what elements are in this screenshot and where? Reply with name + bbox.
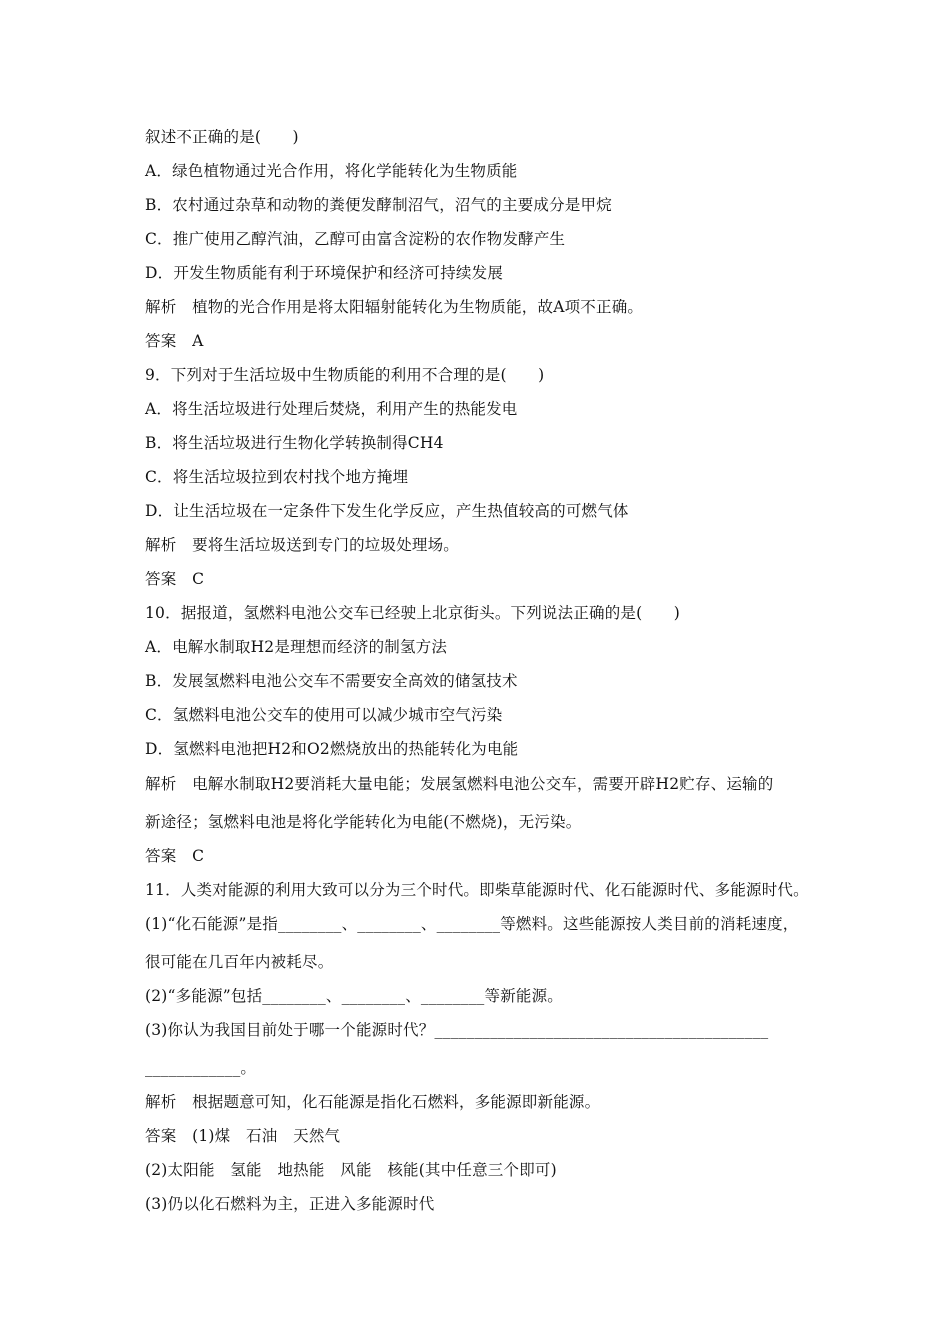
analysis: 解析 要将生活垃圾送到专门的垃圾处理场。 <box>145 536 460 554</box>
question-11-part-3: (3)你认为我国目前处于哪一个能源时代？__________________________________________ <box>145 1021 769 1039</box>
option-d: D．开发生物质能有利于环境保护和经济可持续发展 <box>145 264 504 282</box>
question-10: 10．据报道，氢燃料电池公交车已经驶上北京街头。下列说法正确的是( ) <box>145 604 681 622</box>
answer-part-2: (2)太阳能 氢能 地热能 风能 核能(其中任意三个即可) <box>145 1161 557 1179</box>
question-11-part-1-continued: 很可能在几百年内被耗尽。 <box>145 953 334 971</box>
analysis: 解析 植物的光合作用是将太阳辐射能转化为生物质能，故A项不正确。 <box>145 298 644 316</box>
option-b: B．发展氢燃料电池公交车不需要安全高效的储氢技术 <box>145 672 518 690</box>
question-11-part-2: (2)“多能源”包括________、________、________等新能源。 <box>145 987 564 1005</box>
question-9: 9．下列对于生活垃圾中生物质能的利用不合理的是( ) <box>145 366 545 384</box>
option-c: C．推广使用乙醇汽油，乙醇可由富含淀粉的农作物发酵产生 <box>145 230 566 248</box>
analysis: 解析 根据题意可知，化石能源是指化石燃料，多能源即新能源。 <box>145 1093 601 1111</box>
option-b: B．农村通过杂草和动物的粪便发酵制沼气，沼气的主要成分是甲烷 <box>145 196 612 214</box>
option-b: B．将生活垃圾进行生物化学转换制得CH4 <box>145 434 444 452</box>
question-11: 11．人类对能源的利用大致可以分为三个时代。即柴草能源时代、化石能源时代、多能源时代。 <box>145 881 809 899</box>
answer: 答案 C <box>145 847 205 865</box>
analysis: 解析 电解水制取H2要消耗大量电能；发展氢燃料电池公交车，需要开辟H2贮存、运输的 <box>145 775 774 793</box>
option-a: A．将生活垃圾进行处理后焚烧，利用产生的热能发电 <box>145 400 518 418</box>
option-a: A．绿色植物通过光合作用，将化学能转化为生物质能 <box>145 162 518 180</box>
answer: 答案 (1)煤 石油 天然气 <box>145 1127 341 1145</box>
text-line: 叙述不正确的是( ) <box>145 128 299 146</box>
option-d: D．让生活垃圾在一定条件下发生化学反应，产生热值较高的可燃气体 <box>145 502 629 520</box>
option-c: C．氢燃料电池公交车的使用可以减少城市空气污染 <box>145 706 503 724</box>
option-a: A．电解水制取H2是理想而经济的制氢方法 <box>145 638 448 656</box>
answer: 答案 C <box>145 570 205 588</box>
analysis-continued: 新途径；氢燃料电池是将化学能转化为电能(不燃烧)，无污染。 <box>145 813 582 831</box>
option-d: D．氢燃料电池把H2和O2燃烧放出的热能转化为电能 <box>145 740 519 758</box>
answer: 答案 A <box>145 332 204 350</box>
question-11-part-1: (1)“化石能源”是指________、________、________等燃料。这些能源按人类目前的消耗速度， <box>145 915 799 933</box>
option-c: C．将生活垃圾拉到农村找个地方掩埋 <box>145 468 409 486</box>
answer-part-3: (3)仍以化石燃料为主，正进入多能源时代 <box>145 1195 435 1213</box>
question-11-part-3-blank: ____________。 <box>145 1059 257 1077</box>
